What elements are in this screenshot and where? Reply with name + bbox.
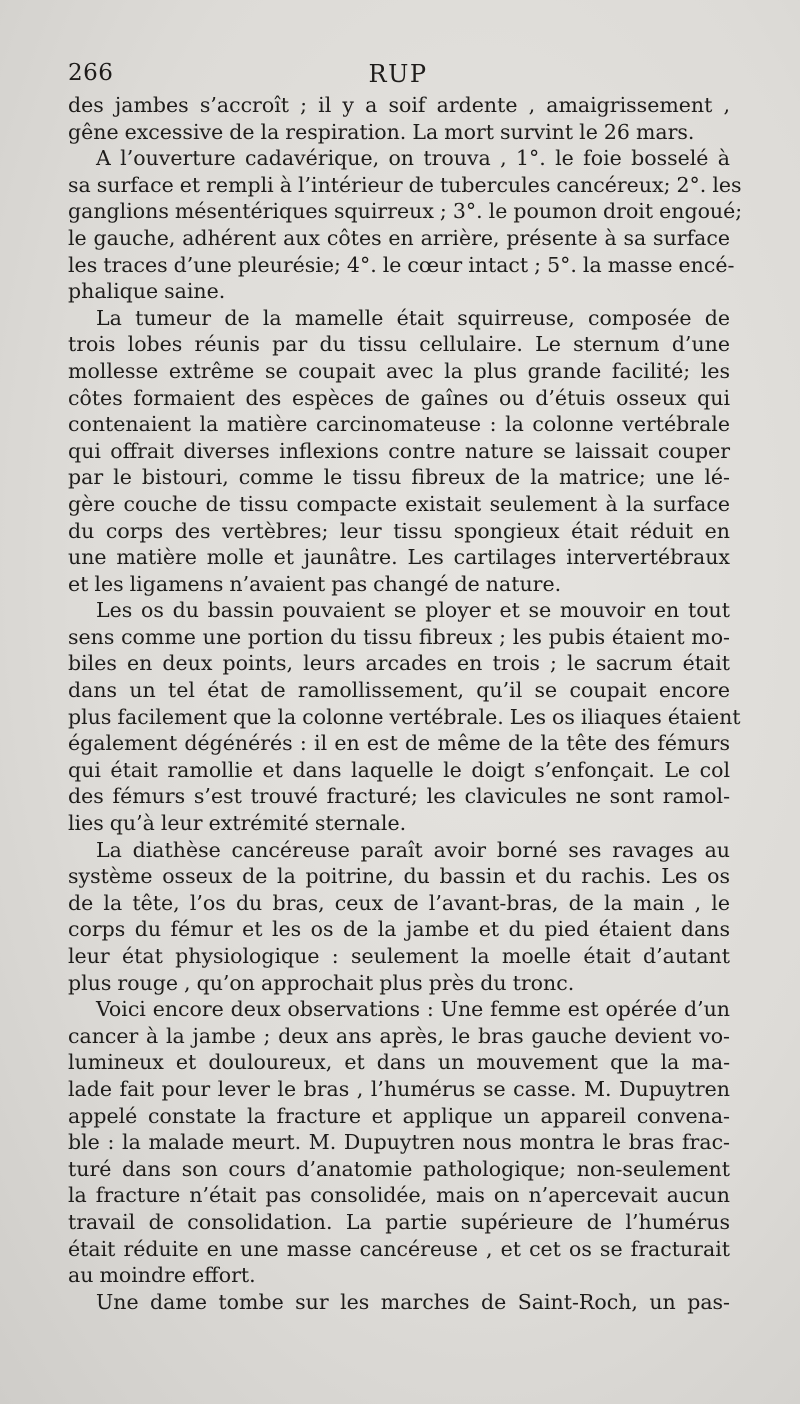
text-line: sens comme une portion du tissu fibreux ; les pubis étaient mo- xyxy=(68,624,730,649)
page-header xyxy=(68,60,728,94)
text-line: contenaient la matière carcinomateuse : la colonne vertébrale xyxy=(68,412,730,437)
text-line: La tumeur de la mamelle était squirreuse, composée de xyxy=(96,305,730,330)
text-line: au moindre effort. xyxy=(68,1263,256,1288)
text-line: appelé constate la fracture et applique un appareil convena- xyxy=(68,1103,730,1128)
text-line: A l’ouverture cadavérique, on trouva , 1°. le foie bosselé à xyxy=(96,146,730,171)
page-number: 266 xyxy=(68,60,114,86)
text-line: les traces d’une pleurésie; 4°. le cœur intact ; 5°. la masse encé- xyxy=(68,252,735,277)
text-line: travail de consolidation. La partie supérieure de l’humérus xyxy=(68,1209,730,1234)
text-line: également dégénérés : il en est de même de la tête des fémurs xyxy=(68,731,730,756)
text-line: cancer à la jambe ; deux ans après, le bras gauche devient vo- xyxy=(68,1023,730,1048)
text-line: une matière molle et jaunâtre. Les cartilages intervertébraux xyxy=(68,545,730,570)
text-line: plus rouge , qu’on approchait plus près du tronc. xyxy=(68,970,575,995)
text-line: système osseux de la poitrine, du bassin et du rachis. Les os xyxy=(68,864,730,889)
text-line: gère couche de tissu compacte existait seulement à la surface xyxy=(68,491,730,516)
text-line: sa surface et rempli à l’intérieur de tubercules cancéreux; 2°. les xyxy=(68,172,742,197)
text-line: La diathèse cancéreuse paraît avoir borné ses ravages au xyxy=(96,837,730,862)
text-line: lade fait pour lever le bras , l’humérus se casse. M. Dupuytren xyxy=(68,1076,730,1101)
text-line: turé dans son cours d’anatomie pathologique; non-seulement xyxy=(68,1156,730,1181)
text-line: ganglions mésentériques squirreux ; 3°. le poumon droit engoué; xyxy=(68,199,743,224)
text-line: Une dame tombe sur les marches de Saint-Roch, un pas- xyxy=(96,1289,730,1314)
text-line: lumineux et douloureux, et dans un mouvement que la ma- xyxy=(68,1050,730,1075)
text-line: des jambes s’accroît ; il y a soif ardente , amaigrissement , xyxy=(68,93,730,117)
text-line: était réduite en une masse cancéreuse , et cet os se fracturait xyxy=(68,1236,730,1261)
text-line: corps du fémur et les os de la jambe et du pied étaient dans xyxy=(68,917,730,942)
text-line: phalique saine. xyxy=(68,279,226,304)
text-line: leur état physiologique : seulement la moelle était d’autant xyxy=(68,944,730,968)
text-line: par le bistouri, comme le tissu fibreux de la matrice; une lé- xyxy=(68,465,730,490)
text-line: du corps des vertèbres; leur tissu spongieux était réduit en xyxy=(68,518,730,543)
body-text xyxy=(68,92,743,1315)
text-line: qui offrait diverses inflexions contre nature se laissait couper xyxy=(68,438,730,463)
text-line: côtes formaient des espèces de gaînes ou d’étuis osseux qui xyxy=(68,385,730,410)
text-line: Les os du bassin pouvaient se ployer et se mouvoir en tout xyxy=(96,598,730,623)
text-line: plus facilement que la colonne vertébrale. Les os iliaques étaient xyxy=(68,704,741,729)
text-line: qui était ramollie et dans laquelle le doigt s’enfonçait. Le col xyxy=(68,757,730,782)
text-line: des fémurs s’est trouvé fracturé; les clavicules ne sont ramol- xyxy=(68,784,730,809)
text-line: ble : la malade meurt. M. Dupuytren nous montra le bras frac- xyxy=(68,1130,730,1155)
text-line: mollesse extrême se coupait avec la plus grande facilité; les xyxy=(68,358,730,383)
text-line: gêne excessive de la respiration. La mort survint le 26 mars. xyxy=(68,119,695,144)
text-line: biles en deux points, leurs arcades en trois ; le sacrum était xyxy=(68,651,730,676)
text-line: et les ligamens n’avaient pas changé de nature. xyxy=(68,571,562,596)
text-line: la fracture n’était pas consolidée, mais on n’apercevait aucun xyxy=(68,1183,730,1208)
text-line: de la tête, l’os du bras, ceux de l’avant-bras, de la main , le xyxy=(68,890,730,915)
text-line: lies qu’à leur extrémité sternale. xyxy=(68,811,407,836)
text-line: trois lobes réunis par du tissu cellulaire. Le sternum d’une xyxy=(68,332,730,357)
text-line: Voici encore deux observations : Une femme est opérée d’un xyxy=(96,997,730,1022)
running-head: RUP xyxy=(368,60,428,88)
text-line: le gauche, adhérent aux côtes en arrière, présente à sa surface xyxy=(68,225,730,250)
text-line: dans un tel état de ramollissement, qu’il se coupait encore xyxy=(68,678,730,703)
